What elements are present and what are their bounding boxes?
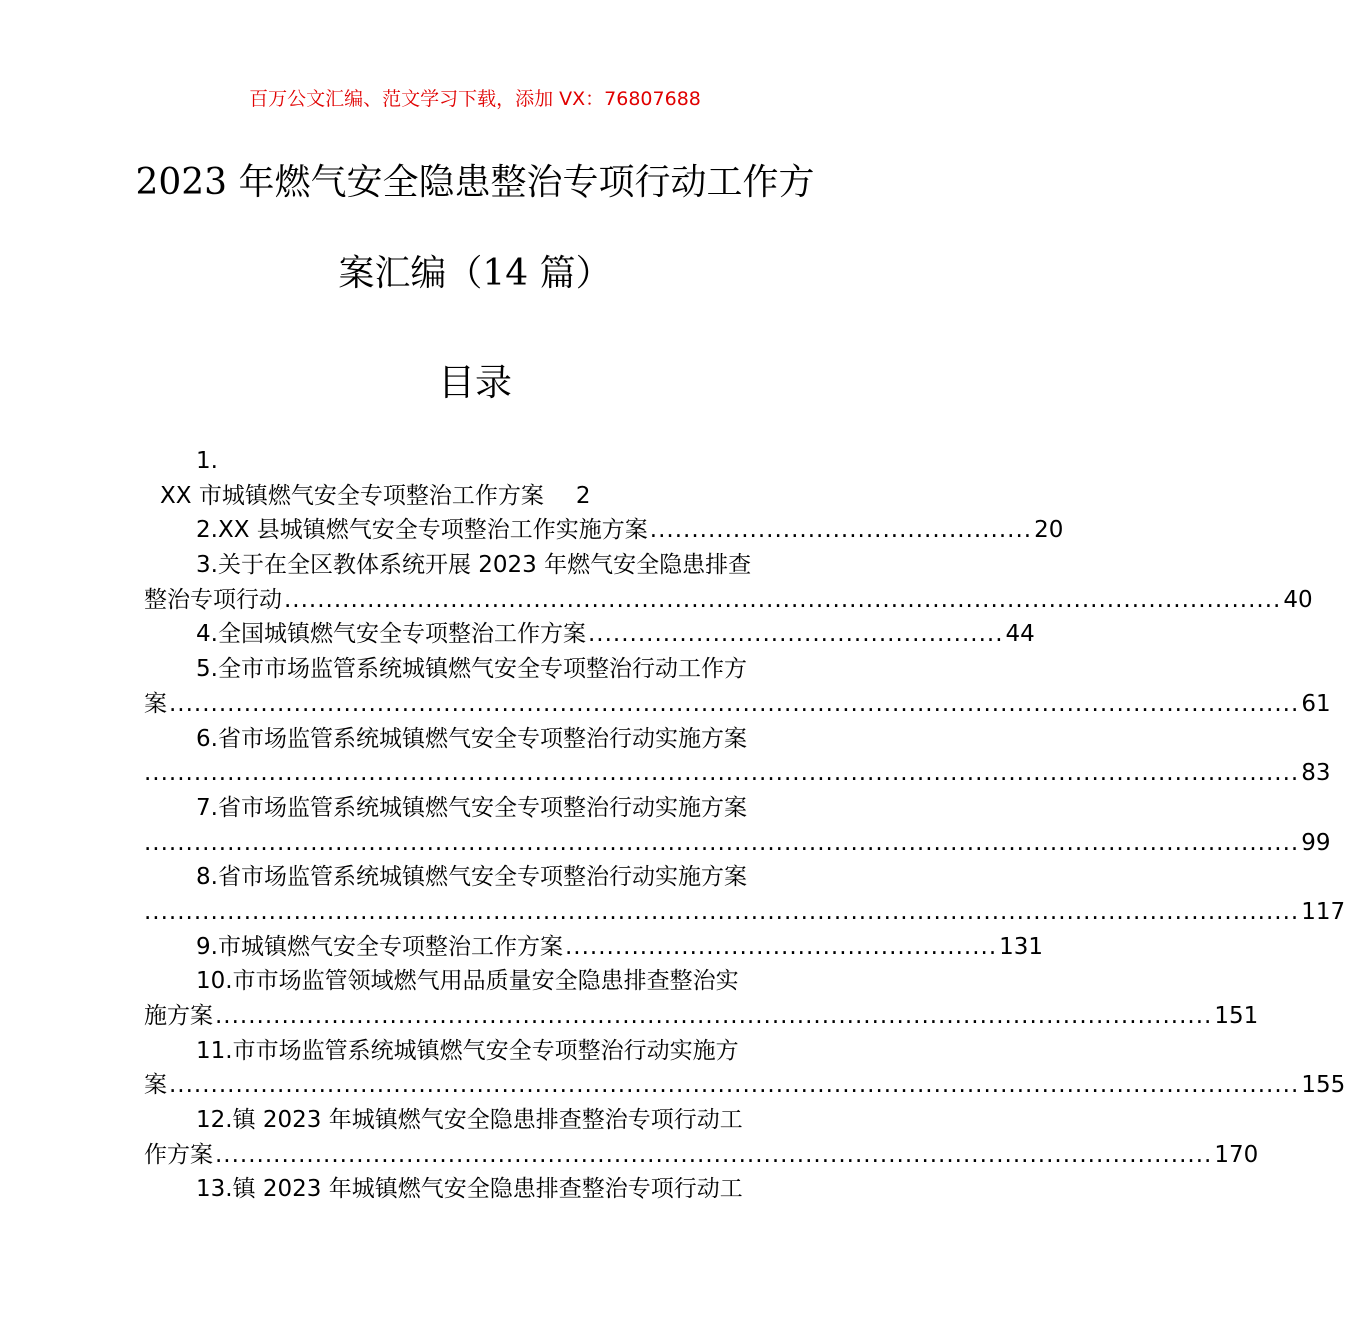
toc-title: 11.市市场监管系统城镇燃气安全专项整治行动实施方: [196, 1037, 739, 1064]
toc-item-4[interactable]: [144, 617, 1035, 652]
toc-leader-dots: ........................................................................................................................: [284, 586, 1282, 613]
toc-item-7-line-b[interactable]: [144, 826, 1331, 861]
toc-title: 6.省市场监管系统城镇燃气安全专项整治行动实施方案: [196, 725, 747, 752]
toc-item-12-line-a[interactable]: [144, 1103, 806, 1138]
toc-page-number: 20: [1034, 517, 1064, 544]
toc-item-12-line-b[interactable]: [144, 1138, 1259, 1173]
toc-item-8-line-b[interactable]: [144, 895, 1345, 930]
toc-item-5-line-b[interactable]: [144, 687, 1331, 722]
toc-title-continued: 案: [144, 1072, 167, 1099]
toc-item-11-line-a[interactable]: [144, 1034, 806, 1069]
toc-title-continued: 案: [144, 690, 167, 717]
toc-title: 10.市市场监管领域燃气用品质量安全隐患排查整治实: [196, 968, 739, 995]
toc-title-continued: 整治专项行动: [144, 586, 282, 613]
document-title-line-2: 案汇编（14 篇）: [338, 253, 612, 294]
toc-leader-dots: ..............................................: [649, 517, 1033, 544]
toc-page-number: 170: [1214, 1141, 1259, 1168]
toc-item-7-line-a[interactable]: [144, 791, 806, 826]
toc-heading: 目录: [438, 361, 512, 404]
toc-leader-dots: ........................................................................................................................: [215, 1003, 1213, 1029]
toc-leader-dots: ........................................................................................................................................: [169, 1072, 1300, 1099]
toc-title: 2.XX 县城镇燃气安全专项整治工作实施方案: [196, 517, 648, 544]
toc-title: 5.全市市场监管系统城镇燃气安全专项整治行动工作方: [196, 656, 747, 683]
toc-title: 13.镇 2023 年城镇燃气安全隐患排查整治专项行动工: [196, 1176, 743, 1203]
toc-leader-dots: ...........................................................................................................................................: [144, 898, 1300, 925]
toc-leader-dots: ....................................................: [564, 933, 998, 960]
toc-leader-dots: ..................................................: [587, 621, 1004, 648]
toc-item-13-line-a[interactable]: [144, 1172, 806, 1207]
toc-page-number: 40: [1283, 586, 1313, 613]
document-title-line-1: 2023 年燃气安全隐患整治专项行动工作方: [135, 162, 815, 203]
toc-title: 8.省市场监管系统城镇燃气安全专项整治行动实施方案: [196, 864, 747, 891]
toc-title-continued: 施方案: [144, 1003, 213, 1029]
toc-item-6-line-b[interactable]: [144, 756, 1331, 791]
toc-page-number: 2: [575, 482, 591, 509]
toc-title: 3.关于在全区教体系统开展 2023 年燃气安全隐患排查: [196, 552, 752, 579]
toc-title: 7.省市场监管系统城镇燃气安全专项整治行动实施方案: [196, 794, 747, 821]
toc-page-number: 99: [1301, 829, 1331, 856]
toc-title-continued: 作方案: [144, 1141, 213, 1168]
toc-item-10-line-a[interactable]: [144, 964, 806, 999]
toc-item-8-line-a[interactable]: [144, 860, 806, 895]
toc-title: 4.全国城镇燃气安全专项整治工作方案: [196, 621, 586, 648]
toc-title: XX 市城镇燃气安全专项整治工作方案: [160, 482, 544, 509]
toc-page-number: 155: [1301, 1072, 1345, 1099]
toc-leader-dots: ........................................................................................................................: [215, 1141, 1213, 1168]
toc-page-number: 61: [1301, 690, 1331, 717]
toc-item-9[interactable]: [144, 930, 1044, 965]
toc-item-6-line-a[interactable]: [144, 722, 806, 757]
toc-item-1-number[interactable]: [144, 444, 806, 479]
toc-item-10-line-b[interactable]: [144, 999, 1259, 1034]
toc-item-2[interactable]: [144, 513, 1064, 548]
toc-item-5-line-a[interactable]: [144, 652, 806, 687]
toc-page-number: 83: [1301, 760, 1331, 787]
toc-page-number: 117: [1301, 898, 1345, 925]
toc-leader-dots: ...........................................................................................................................................: [144, 829, 1300, 856]
toc-item-1[interactable]: [144, 479, 806, 514]
toc-title: 12.镇 2023 年城镇燃气安全隐患排查整治专项行动工: [196, 1107, 743, 1134]
toc-item-3-line-b[interactable]: [144, 583, 1313, 618]
toc-item-3-line-a[interactable]: [144, 548, 806, 583]
toc-item-11-line-b[interactable]: [144, 1068, 1345, 1103]
toc-page-number: 44: [1005, 621, 1035, 648]
table-of-contents: [144, 444, 1345, 1207]
toc-leader-dots: ...........................................................................................................................................: [144, 760, 1300, 787]
toc-leader-dots: ........................................................................................................................................: [169, 690, 1300, 717]
toc-page-number: 131: [999, 933, 1044, 960]
toc-page-number: 151: [1214, 1003, 1259, 1029]
header-watermark-note: 百万公文汇编、范文学习下载，添加 VX：76807688: [249, 88, 701, 110]
toc-number: 1.: [196, 448, 218, 474]
toc-title: 9.市城镇燃气安全专项整治工作方案: [196, 933, 563, 960]
